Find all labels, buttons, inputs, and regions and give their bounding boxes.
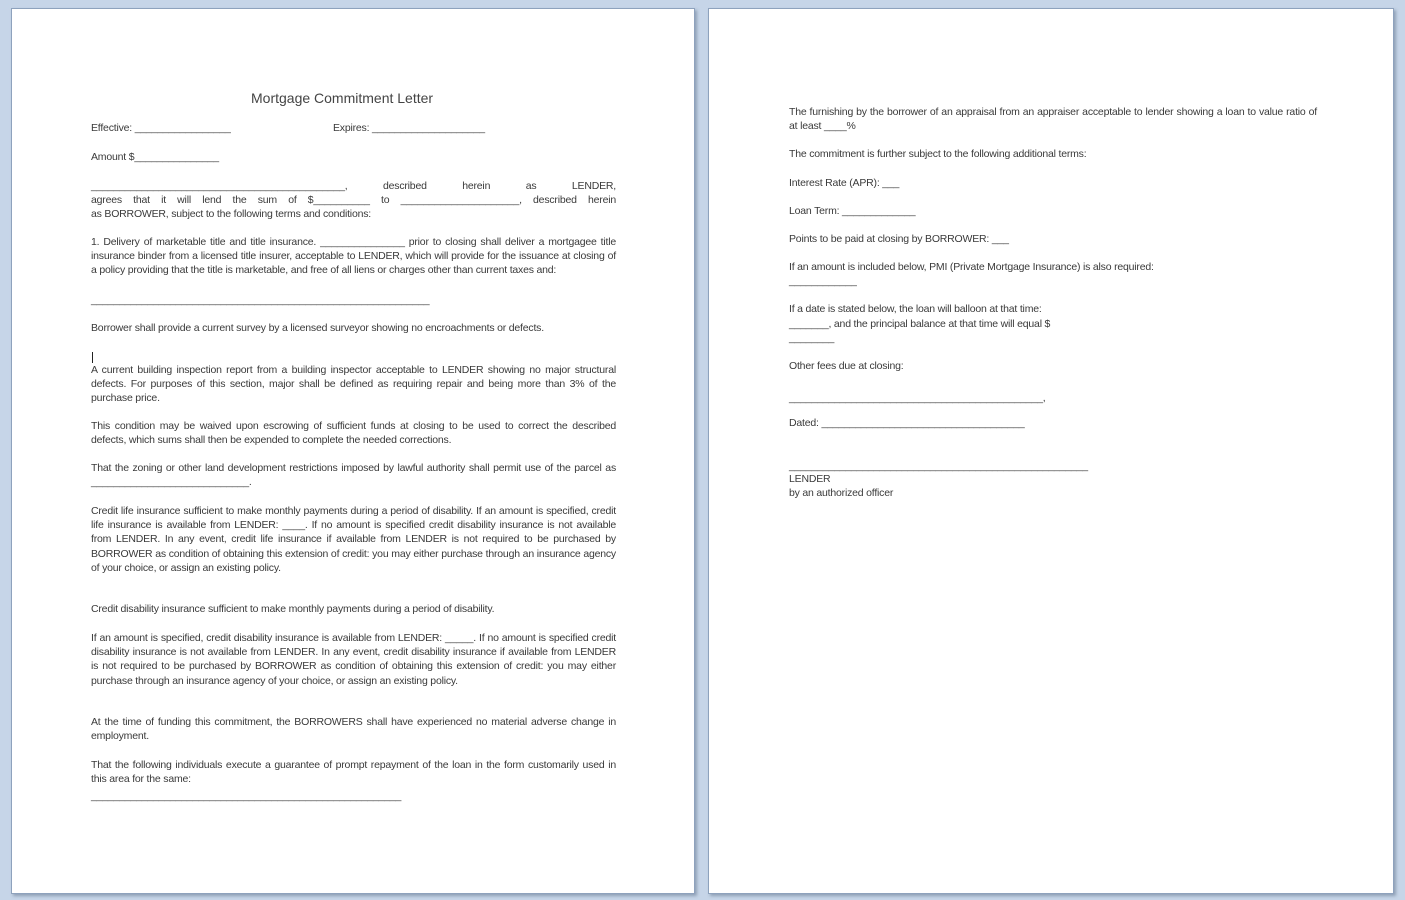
effective-field: Effective: _________________ [91,122,231,134]
document-page-1 [11,8,695,894]
delivery-paragraph: 1. Delivery of marketable title and title insurance. _______________ prior to closing shall deliver a mortgagee title insurance binder from a licensed title insurer, acceptable to LENDER, which will provide for the issuance at closing of a policy providing that the title is marketable, and free of all liens or charges other than current taxes and: [91,236,616,277]
loan-term-field: Loan Term: _____________ [789,205,916,217]
pmi-line: If an amount is included below, PMI (Private Mortgage Insurance) is also required: [789,261,1154,273]
additional-terms-line: The commitment is further subject to the following additional terms: [789,148,1087,160]
other-fees-blank: _____________________________________________, [789,392,1046,404]
text-cursor [92,352,93,363]
pmi-blank: ____________ [789,275,857,287]
delivery-blank-line: ____________________________________________________________ [91,294,430,306]
survey-paragraph: Borrower shall provide a current survey by a licensed surveyor showing no encroachments or defects. [91,322,544,334]
credit-life-paragraph: Credit life insurance sufficient to make monthly payments during a period of disability. If an amount is specified, credit life insurance is available from LENDER: ____. If no amount is specified credit disability insurance is not available from LENDER. In any event, credit life insurance if available from LENDER is not required to be purchased by BORROWER as condition of obtaining this extension of credit: you may either purchase through an insurance agency of your choice, or assign an existing policy. [91,505,616,574]
expires-field: Expires: ____________________ [333,122,485,134]
other-fees-line: Other fees due at closing: [789,360,904,372]
amount-field: Amount $_______________ [91,151,219,163]
balloon-blank: ________ [789,332,835,344]
dated-field: Dated: ____________________________________ [789,417,1025,429]
zoning-paragraph: That the zoning or other land development restrictions imposed by lawful authority shall permit use of the parcel as ____________________________. [91,462,616,489]
credit-disability-paragraph: Credit disability insurance sufficient to make monthly payments during a period of disability. [91,603,495,615]
appraisal-paragraph: The furnishing by the borrower of an appraisal from an appraiser acceptable to lender showing a loan to value ratio of at least ____% [789,106,1317,133]
guarantee-blank-line: _______________________________________________________ [91,790,402,802]
lender-line-1: _____________________________________________, described herein as LENDER, [91,180,616,192]
points-field: Points to be paid at closing by BORROWER: ___ [789,233,1009,245]
page-title: Mortgage Commitment Letter [251,90,434,106]
document-page-2 [708,8,1394,894]
lender-line-3: as BORROWER, subject to the following terms and conditions: [91,208,371,220]
interest-rate-field: Interest Rate (APR): ___ [789,177,900,189]
waiver-paragraph: This condition may be waived upon escrowing of sufficient funds at closing to be used to correct the described defects, which sums shall then be expended to complete the needed corrections. [91,420,616,447]
balloon-line: If a date is stated below, the loan will balloon at that time: [789,303,1042,315]
signature-line: _____________________________________________________ [789,460,1088,472]
employment-paragraph: At the time of funding this commitment, the BORROWERS shall have experienced no material adverse change in employment. [91,716,616,743]
guarantee-paragraph: That the following individuals execute a guarantee of prompt repayment of the loan in the form customarily used in this area for the same: [91,759,616,786]
amount-specified-paragraph: If an amount is specified, credit disability insurance is available from LENDER: _____. If no amount is specified credit disability insurance is not available from LENDER. In any event, credit disability insurance if available from LENDER is not required to be purchased by BORROWER as condition of obtaining this extension of credit: you may either purchase through an insurance agency of your choice, or assign an existing policy. [91,632,616,687]
lender-signature-label: LENDER [789,473,831,485]
lender-line-2: agrees that it will lend the sum of $__________ to _____________________, described herein [91,194,616,206]
balloon-balance-line: _______, and the principal balance at that time will equal $ [789,318,1051,330]
inspection-paragraph: A current building inspection report from a building inspector acceptable to LENDER showing no major structural defects. For purposes of this section, major shall be defined as requiring repair and being more than 3% of the purchase price. [91,364,616,405]
authorized-officer-label: by an authorized officer [789,487,894,499]
